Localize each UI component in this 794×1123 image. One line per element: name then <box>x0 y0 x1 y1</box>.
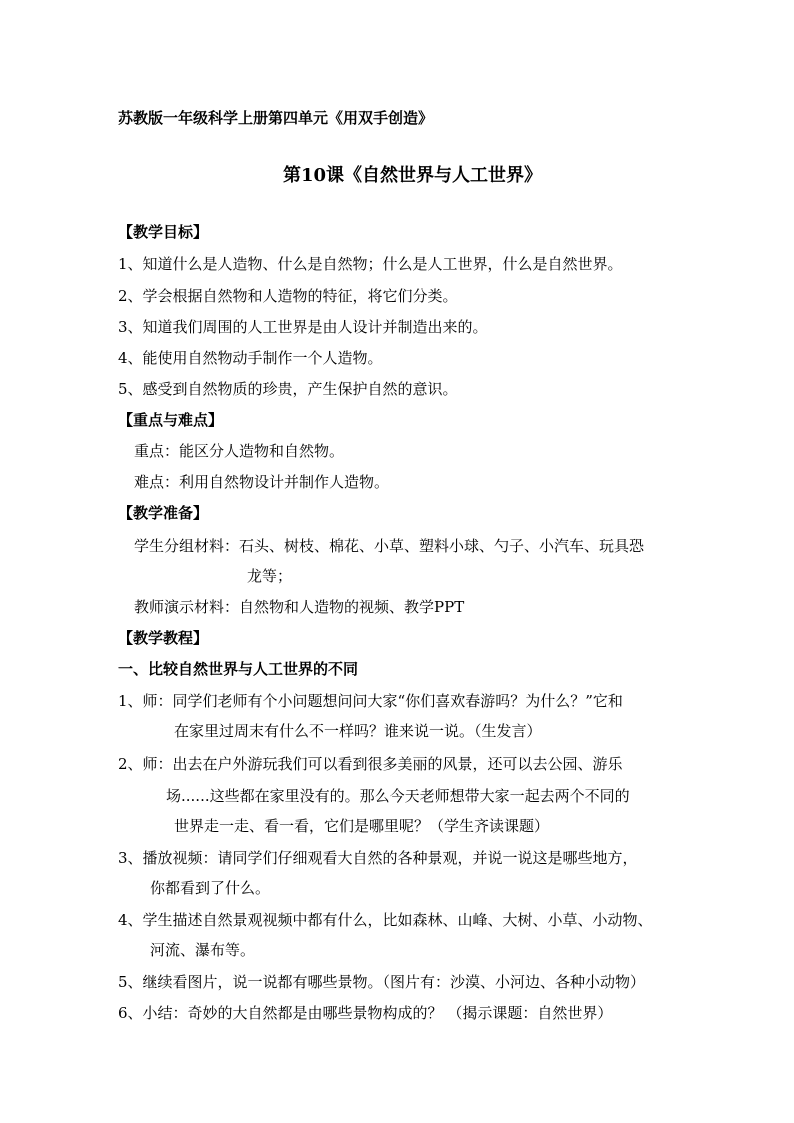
unit-header: 苏教版一年级科学上册第四单元《用双手创造》 <box>118 109 434 127</box>
objective-item: 2、学会根据自然物和人造物的特征，将它们分类。 <box>118 287 458 305</box>
section-heading: 一、比较自然世界与人工世界的不同 <box>118 660 359 678</box>
step-line: 6、小结：奇妙的大自然都是由哪些景物构成的？ （揭示课题：自然世界） <box>118 1004 613 1022</box>
step-line: 1、师：同学们老师有个小问题想问问大家“你们喜欢春游吗？为什么？”它和 <box>118 692 623 710</box>
objective-item: 4、能使用自然物动手制作一个人造物。 <box>118 349 383 367</box>
step-line: 4、学生描述自然景观视频中都有什么，比如森林、山峰、大树、小草、小动物、 <box>118 911 653 929</box>
objective-item: 5、感受到自然物质的珍贵，产生保护自然的意识。 <box>118 380 458 398</box>
preparation-heading: 【教学准备】 <box>118 504 209 522</box>
step-line: 2、师：出去在户外游玩我们可以看到很多美丽的风景，还可以去公园、游乐 <box>118 755 623 773</box>
objectives-heading: 【教学目标】 <box>118 223 209 241</box>
step-line: 世界走一走、看一看，它们是哪里呢？（学生齐读课题） <box>174 817 550 835</box>
key-point: 重点：能区分人造物和自然物。 <box>134 442 345 460</box>
step-line: 场......这些都在家里没有的。那么今天老师想带大家一起去两个不同的 <box>166 787 630 805</box>
lesson-title: 第10课《自然世界与人工世界》 <box>283 165 543 186</box>
student-materials: 学生分组材料：石头、树枝、棉花、小草、塑料小球、勺子、小汽车、玩具恐 <box>134 537 645 555</box>
process-heading: 【教学教程】 <box>118 629 209 647</box>
student-materials-cont: 龙等； <box>247 567 293 585</box>
difficult-point: 难点：利用自然物设计并制作人造物。 <box>134 473 390 491</box>
step-line: 在家里过周末有什么不一样吗？谁来说一说。（生发言） <box>174 722 542 740</box>
step-line: 你都看到了什么。 <box>150 879 271 897</box>
key-points-heading: 【重点与难点】 <box>118 411 224 429</box>
step-line: 3、播放视频：请同学们仔细观看大自然的各种景观，并说一说这是哪些地方， <box>118 849 638 867</box>
objective-item: 1、知道什么是人造物、什么是自然物；什么是人工世界，什么是自然世界。 <box>118 255 623 273</box>
step-line: 5、继续看图片，说一说都有哪些景物。（图片有：沙漠、小河边、各种小动物） <box>118 973 646 991</box>
teacher-materials: 教师演示材料：自然物和人造物的视频、教学PPT <box>134 598 465 616</box>
objective-item: 3、知道我们周围的人工世界是由人设计并制造出来的。 <box>118 318 488 336</box>
step-line: 河流、瀑布等。 <box>150 941 256 959</box>
